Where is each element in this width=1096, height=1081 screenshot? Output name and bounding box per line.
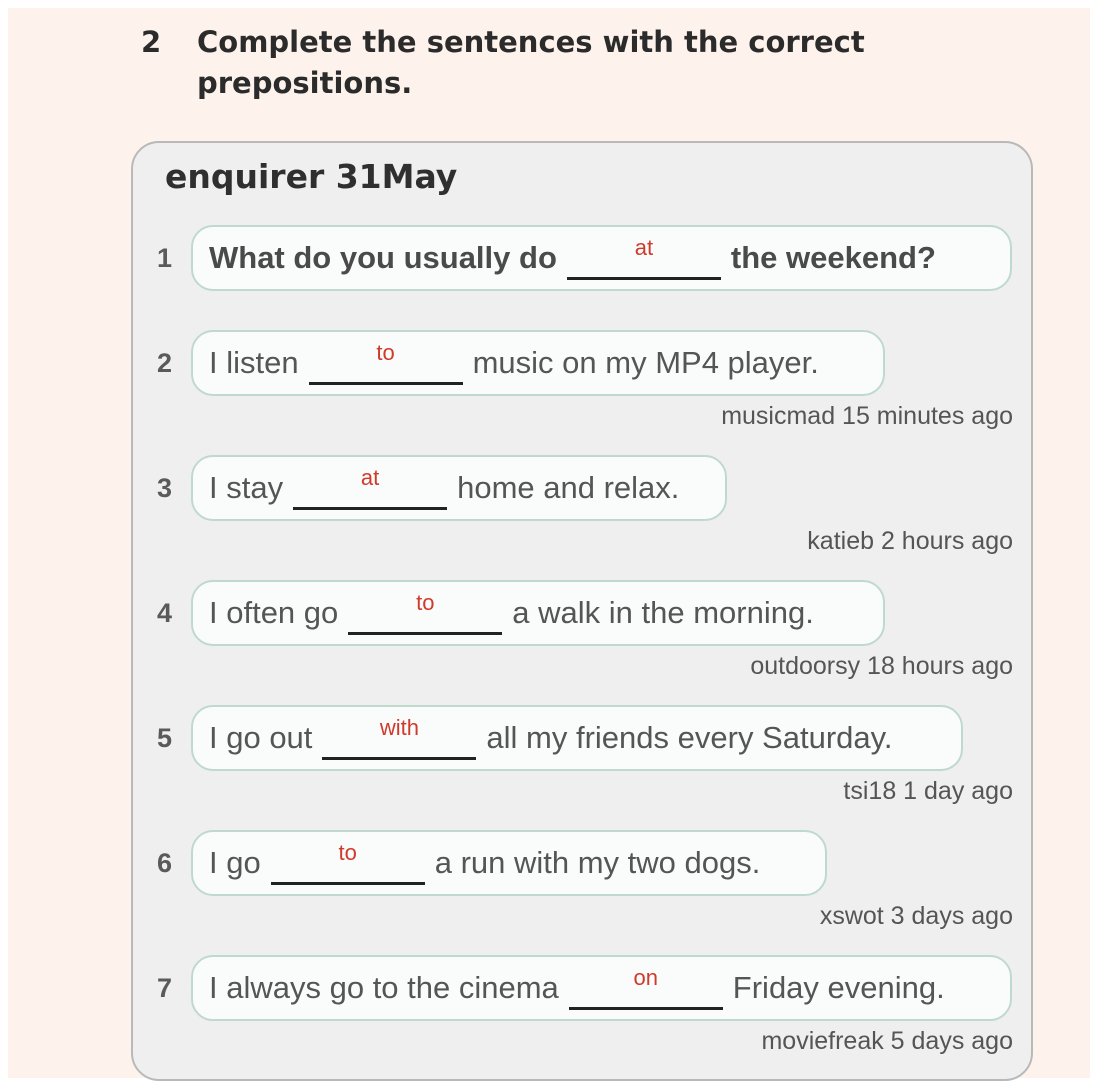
sentence-after: Friday evening.	[732, 970, 945, 1005]
sentence-after: all my friends every Saturday.	[486, 720, 893, 755]
question-bubble	[191, 225, 1012, 291]
question-bubble	[191, 705, 963, 771]
answer-text: on	[633, 964, 659, 990]
post-meta: outdoorsy 18 hours ago	[750, 652, 1013, 680]
question-bubble	[191, 830, 827, 896]
sentence-after: music on my MP4 player.	[472, 345, 819, 380]
question-number: 1	[157, 243, 173, 273]
post-meta: tsi18 1 day ago	[843, 777, 1013, 805]
answer-text: to	[338, 839, 357, 865]
answer-blank[interactable]	[569, 964, 723, 1010]
post-meta: musicmad 15 minutes ago	[721, 402, 1013, 430]
question-row	[133, 225, 1033, 291]
post-meta: moviefreak 5 days ago	[761, 1027, 1013, 1055]
answer-blank[interactable]	[567, 234, 721, 280]
question-number: 3	[157, 473, 173, 503]
question-row	[133, 705, 1033, 805]
forum-card	[131, 141, 1033, 1081]
sentence-after: a walk in the morning.	[512, 595, 814, 630]
answer-blank[interactable]	[271, 839, 425, 885]
answer-blank[interactable]	[322, 714, 476, 760]
question-number: 5	[157, 723, 173, 753]
answer-text: to	[376, 339, 395, 365]
task-number: 2	[141, 25, 162, 59]
answer-text: at	[360, 464, 380, 490]
question-number: 7	[157, 973, 173, 1003]
question-bubble	[191, 580, 885, 646]
sentence-before: What do you usually do	[209, 240, 557, 275]
card-title: enquirer 31May	[165, 157, 458, 196]
answer-text: at	[634, 234, 654, 260]
question-number: 4	[157, 598, 173, 628]
question-row	[133, 830, 1033, 930]
question-row	[133, 580, 1033, 680]
question-row	[133, 330, 1033, 430]
sentence-before: I go	[209, 845, 261, 880]
sentence-after: the weekend?	[730, 240, 936, 275]
sentence-after: home and relax.	[457, 470, 680, 505]
post-meta: katieb 2 hours ago	[807, 527, 1013, 555]
sentence-before: I listen	[209, 345, 299, 380]
sentence-before: I always go to the cinema	[209, 970, 559, 1005]
question-bubble	[191, 455, 727, 521]
answer-text: to	[416, 589, 435, 615]
sentence-after: a run with my two dogs.	[434, 845, 761, 880]
question-bubble	[191, 955, 1012, 1021]
question-row	[133, 455, 1033, 555]
question-number: 2	[157, 348, 173, 378]
question-number: 6	[157, 848, 173, 878]
sentence-before: I go out	[209, 720, 313, 755]
task-header	[141, 22, 877, 103]
question-bubble	[191, 330, 885, 396]
answer-blank[interactable]	[309, 339, 463, 385]
post-meta: xswot 3 days ago	[819, 902, 1013, 930]
answer-text: with	[379, 714, 419, 740]
sentence-before: I often go	[209, 595, 339, 630]
answer-blank[interactable]	[293, 464, 447, 510]
answer-blank[interactable]	[348, 589, 502, 635]
question-row	[133, 955, 1033, 1055]
sentence-before: I stay	[209, 470, 284, 505]
task-instruction: Complete the sentences with the correct prepositions.	[197, 25, 865, 100]
